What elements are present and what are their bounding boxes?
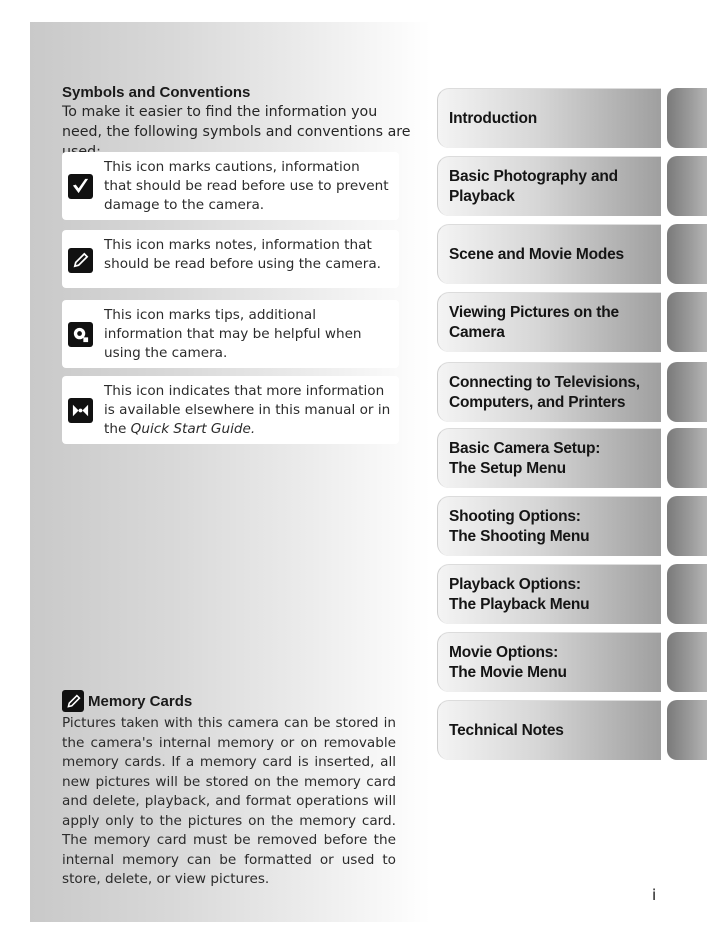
notes-note-box <box>62 230 399 288</box>
tab-label: Connecting to Televisions, Computers, and Printers <box>449 373 640 411</box>
quick-start-guide-ref: Quick Start Guide. <box>130 421 256 437</box>
tab-viewing-pictures[interactable] <box>437 292 661 352</box>
tab-label: Introduction <box>449 109 537 127</box>
reference-note-text <box>104 382 391 439</box>
tab-label: Basic Photography and Playback <box>449 167 618 205</box>
tab-label: Movie Options: The Movie Menu <box>449 643 567 681</box>
tab-edge <box>667 632 707 692</box>
caution-note-box <box>62 152 399 220</box>
tab-edge <box>667 88 707 148</box>
reference-eye-icon <box>68 398 93 423</box>
tab-edge <box>667 564 707 624</box>
caution-check-icon <box>68 174 93 199</box>
tab-edge <box>667 156 707 216</box>
tips-note-text: This icon marks tips, additional information that may be helpful when using the camera. <box>104 307 362 361</box>
tab-scene-movie-modes[interactable] <box>437 224 661 284</box>
tab-shooting-menu[interactable] <box>437 496 661 556</box>
tab-label: Technical Notes <box>449 721 564 739</box>
symbols-intro-text: To make it easier to find the information you need, the following symbols and conventions are <box>62 104 411 140</box>
memory-cards-body: Pictures taken with this camera can be stored in the camera's internal memory or on removable memory cards. If a memory card is inserted, all new pictures will be stored on the memory card and delete, playback, and format operations will apply only to the pictures on the memory card. The memory card must be removed before the internal memory can be formatted or used to store, delete, or view pictures. <box>62 715 396 887</box>
tab-label: Shooting Options: The Shooting Menu <box>449 507 590 545</box>
caution-note-text: This icon marks cautions, information that should be read before use to prevent damage to the camera. <box>104 159 389 213</box>
tab-technical-notes[interactable] <box>437 700 661 760</box>
tips-note-box <box>62 300 399 368</box>
tab-connecting[interactable] <box>437 362 661 422</box>
tab-edge <box>667 362 707 422</box>
tab-movie-menu[interactable] <box>437 632 661 692</box>
tips-icon <box>68 322 93 347</box>
tab-introduction[interactable] <box>437 88 661 148</box>
tab-label: Playback Options: The Playback Menu <box>449 575 590 613</box>
tab-setup-menu[interactable] <box>437 428 661 488</box>
tab-edge <box>667 700 707 760</box>
tab-edge <box>667 496 707 556</box>
tab-label: Scene and Movie Modes <box>449 245 624 263</box>
symbols-conventions-heading: Symbols and Conventions <box>62 84 251 101</box>
pencil-note-icon <box>68 248 93 273</box>
tab-basic-photography[interactable] <box>437 156 661 216</box>
tab-label: Basic Camera Setup: The Setup Menu <box>449 439 601 477</box>
memory-cards-heading <box>62 690 192 712</box>
memory-cards-title: Memory Cards <box>88 692 193 710</box>
tab-edge <box>667 292 707 352</box>
reference-note-main: This icon indicates that more information is available elsewhere in this manual or in the <box>104 383 391 437</box>
pencil-note-icon <box>62 690 84 712</box>
page-number: i <box>652 886 657 904</box>
tab-edge <box>667 428 707 488</box>
tab-edge <box>667 224 707 284</box>
tab-playback-menu[interactable] <box>437 564 661 624</box>
tab-label: Viewing Pictures on the Camera <box>449 303 619 341</box>
reference-note-box <box>62 376 399 444</box>
notes-note-text: This icon marks notes, information that should be read before using the camera. <box>104 237 381 272</box>
